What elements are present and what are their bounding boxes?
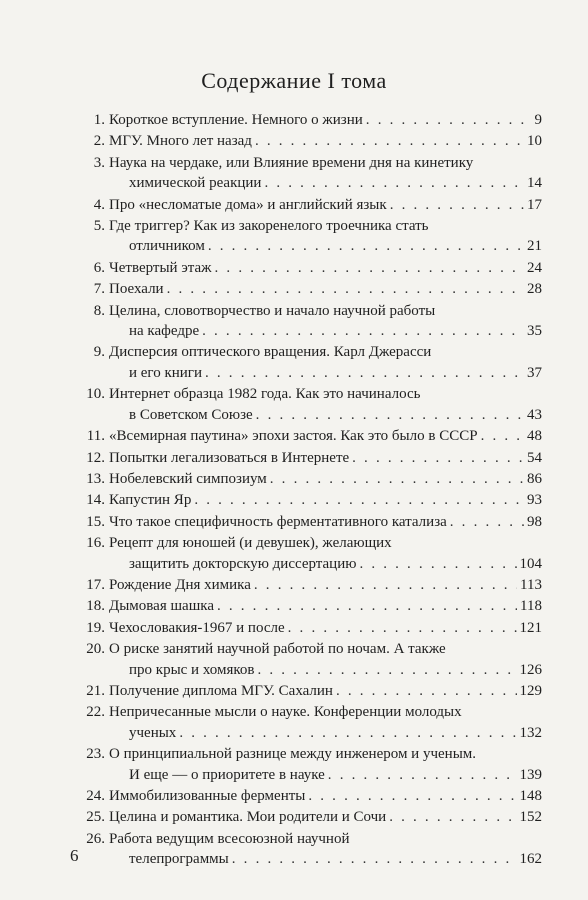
toc-entry (80, 448, 542, 468)
entry-body (105, 596, 542, 616)
entry-last-line (109, 575, 542, 595)
entry-page-number: 129 (519, 682, 542, 699)
entry-title-line: на кафедре (129, 323, 200, 340)
dot-leader (288, 618, 517, 638)
entry-page-number: 113 (520, 576, 542, 593)
entry-last-line (109, 279, 542, 299)
entry-title-line: защитить докторскую диссертацию (129, 555, 357, 572)
entry-title-line: Получение диплома МГУ. Сахалин (109, 682, 333, 699)
entry-title-line: О принципиальной разнице между инженером и ученым. (109, 746, 477, 763)
dot-leader (194, 490, 524, 510)
entry-body (105, 279, 542, 299)
entry-number: 2. (93, 133, 105, 150)
dot-leader (336, 681, 517, 701)
entry-last-line (109, 596, 542, 616)
entry-last-line (109, 131, 542, 151)
entry-number: 4. (93, 196, 105, 213)
toc-entry (80, 681, 542, 701)
entry-page-number: 132 (519, 724, 542, 741)
entry-page-number: 93 (527, 492, 542, 509)
dot-leader (256, 405, 524, 425)
entry-page-number: 152 (519, 809, 542, 826)
dot-leader (390, 195, 524, 215)
entry-title-line: Интернет образца 1982 года. Как это начиналось (109, 386, 421, 403)
entry-number: 10. (86, 386, 105, 403)
entry-last-line (109, 469, 542, 489)
entry-page-number: 139 (519, 766, 542, 783)
entry-last-line (109, 681, 542, 701)
entry-page-number: 37 (527, 364, 542, 381)
entry-page-number: 17 (527, 196, 542, 213)
entry-title-line: Поехали (109, 281, 164, 298)
toc-entry (80, 618, 542, 638)
toc-entry (80, 807, 542, 827)
entry-number: 7. (93, 281, 105, 298)
entry-page-number: 118 (520, 598, 542, 615)
entry-title-line: Рецепт для юношей (и девушек), желающих (109, 535, 392, 552)
entry-title-line: Дисперсия оптического вращения. Карл Джерасси (109, 344, 432, 361)
toc-entry (80, 258, 542, 278)
entry-title-line: Целина и романтика. Мои родители и Сочи (109, 809, 387, 826)
entry-page-number: 48 (527, 428, 542, 445)
toc-entry (80, 279, 542, 299)
entry-title-line: в Советском Союзе (129, 406, 253, 423)
entry-number: 23. (86, 746, 105, 763)
toc-entry (80, 153, 542, 194)
table-of-contents (80, 110, 542, 871)
toc-entry (80, 512, 542, 532)
entry-page-number: 24 (527, 259, 542, 276)
entry-body (105, 216, 542, 257)
entry-body (105, 490, 542, 510)
entry-number: 11. (86, 428, 105, 445)
dot-leader (308, 786, 516, 806)
entry-title-line: Попытки легализоваться в Интернете (109, 449, 350, 466)
toc-entry (80, 744, 542, 785)
toc-entry (80, 575, 542, 595)
entry-title-line: О риске занятий научной работой по ночам. А также (109, 641, 446, 658)
entry-body (105, 258, 542, 278)
entry-body (105, 301, 542, 342)
toc-entry (80, 195, 542, 215)
toc-entry (80, 131, 542, 151)
entry-page-number: 104 (519, 555, 542, 572)
toc-entry (80, 533, 542, 574)
toc-entry (80, 702, 542, 743)
entry-page-number: 162 (519, 851, 542, 868)
dot-leader (217, 596, 517, 616)
entry-last-line (109, 723, 542, 743)
entry-number: 12. (86, 449, 105, 466)
entry-title-line: Нобелевский симпозиум (109, 470, 267, 487)
entry-number: 18. (86, 598, 105, 615)
entry-body (105, 681, 542, 701)
entry-body (105, 744, 542, 785)
toc-entry (80, 426, 542, 446)
entry-title-line: ученых (129, 724, 177, 741)
entry-number: 26. (86, 830, 105, 847)
dot-leader (264, 173, 524, 193)
entry-last-line (109, 512, 542, 532)
toc-entry (80, 384, 542, 425)
entry-body (105, 153, 542, 194)
entry-last-line (109, 765, 542, 785)
entry-number: 15. (86, 513, 105, 530)
entry-last-line (109, 660, 542, 680)
dot-leader (359, 554, 516, 574)
entry-last-line (109, 807, 542, 827)
entry-page-number: 10 (527, 133, 542, 150)
dot-leader (366, 110, 532, 130)
entry-page-number: 21 (527, 238, 542, 255)
dot-leader (389, 807, 516, 827)
entry-last-line (109, 554, 542, 574)
entry-title-line: Четвертый этаж (109, 259, 212, 276)
entry-page-number: 148 (519, 788, 542, 804)
toc-entry (80, 301, 542, 342)
dot-leader (352, 448, 524, 468)
toc-entry (80, 110, 542, 130)
toc-entry (80, 216, 542, 257)
entry-number: 5. (93, 218, 105, 235)
entry-title-line: «Всемирная паутина» эпохи застоя. Как это было в СССР (109, 428, 478, 445)
entry-page-number: 54 (527, 449, 542, 466)
entry-title-line: И еще — о приоритете в науке (129, 766, 325, 783)
dot-leader (257, 660, 516, 680)
dot-leader (254, 575, 517, 595)
dot-leader (255, 131, 524, 151)
entry-page-number: 28 (527, 281, 542, 298)
entry-title-line: Короткое вступление. Немного о жизни (109, 112, 363, 128)
dot-leader (202, 321, 524, 341)
entry-title-line: химической реакции (129, 175, 262, 192)
dot-leader (205, 363, 524, 383)
dot-leader (328, 765, 517, 785)
entry-body (105, 448, 542, 468)
toc-entry (80, 596, 542, 616)
entry-page-number: 9 (534, 112, 542, 128)
entry-number: 8. (93, 302, 105, 319)
page-number: 6 (70, 846, 79, 865)
entry-title-line: про крыс и хомяков (129, 661, 255, 678)
entry-number: 6. (93, 259, 105, 276)
entry-body (105, 639, 542, 680)
entry-number: 9. (93, 344, 105, 361)
page-title: Содержание I тома (201, 68, 387, 93)
entry-page-number: 121 (519, 619, 542, 636)
dot-leader (179, 723, 516, 743)
entry-page-number: 43 (527, 406, 542, 423)
entry-body (105, 829, 542, 870)
entry-last-line (109, 110, 542, 130)
entry-last-line (109, 786, 542, 806)
entry-body (105, 512, 542, 532)
entry-title-line: Наука на чердаке, или Влияние времени дня на кинетику (109, 154, 474, 171)
entry-body (105, 469, 542, 489)
entry-last-line (109, 173, 542, 193)
entry-title-line: Что такое специфичность ферментативного катализа (109, 513, 447, 530)
entry-title-line: отличником (129, 238, 205, 255)
entry-number: 1. (93, 112, 105, 128)
dot-leader (208, 236, 524, 256)
entry-title-line: Про «несломатые дома» и английский язык (109, 196, 387, 213)
entry-page-number: 86 (527, 470, 542, 487)
entry-title-line: и его книги (129, 364, 202, 381)
entry-number: 14. (86, 492, 105, 509)
entry-body (105, 786, 542, 806)
entry-title-line: МГУ. Много лет назад (109, 133, 252, 150)
entry-last-line (109, 363, 542, 383)
entry-title-line: телепрограммы (129, 851, 229, 868)
entry-body (105, 384, 542, 425)
entry-page-number: 98 (527, 513, 542, 530)
entry-body (105, 533, 542, 574)
entry-last-line (109, 490, 542, 510)
dot-leader (481, 426, 524, 446)
entry-page-number: 126 (519, 661, 542, 678)
entry-number: 17. (86, 576, 105, 593)
entry-title-line: Работа ведущим всесоюзной научной (109, 830, 350, 847)
entry-last-line (109, 448, 542, 468)
entry-body (105, 131, 542, 151)
dot-leader (232, 849, 517, 869)
entry-number: 21. (86, 682, 105, 699)
dot-leader (450, 512, 524, 532)
dot-leader (270, 469, 524, 489)
entry-body (105, 807, 542, 827)
entry-title-line: Непричесанные мысли о науке. Конференции молодых (109, 704, 462, 721)
entry-last-line (109, 195, 542, 215)
entry-last-line (109, 258, 542, 278)
entry-body (105, 110, 542, 130)
entry-body (105, 342, 542, 383)
entry-number: 3. (93, 154, 105, 171)
toc-entry (80, 786, 542, 806)
entry-last-line (109, 618, 542, 638)
entry-title-line: Иммобилизованные ферменты (109, 788, 306, 804)
toc-entry (80, 829, 542, 870)
toc-entry (80, 490, 542, 510)
entry-title-line: Дымовая шашка (109, 598, 214, 615)
entry-last-line (109, 849, 542, 869)
entry-number: 16. (86, 535, 105, 552)
entry-number: 24. (86, 788, 105, 804)
entry-number: 13. (86, 470, 105, 487)
entry-last-line (109, 236, 542, 256)
entry-title-line: Капустин Яр (109, 492, 192, 509)
entry-last-line (109, 426, 542, 446)
entry-last-line (109, 321, 542, 341)
entry-body (105, 426, 542, 446)
entry-page-number: 35 (527, 323, 542, 340)
toc-entry (80, 639, 542, 680)
entry-title-line: Рождение Дня химика (109, 576, 251, 593)
dot-leader (215, 258, 524, 278)
toc-entry (80, 469, 542, 489)
entry-body (105, 702, 542, 743)
toc-entry (80, 342, 542, 383)
entry-number: 20. (86, 641, 105, 658)
entry-number: 25. (86, 809, 105, 826)
entry-title-line: Где триггер? Как из закоренелого троечника стать (109, 218, 429, 235)
entry-body (105, 195, 542, 215)
entry-body (105, 618, 542, 638)
entry-number: 19. (86, 619, 105, 636)
entry-number: 22. (86, 704, 105, 721)
entry-body (105, 575, 542, 595)
dot-leader (167, 279, 524, 299)
entry-title-line: Чехословакия-1967 и после (109, 619, 285, 636)
entry-page-number: 14 (527, 175, 542, 192)
entry-last-line (109, 405, 542, 425)
entry-title-line: Целина, словотворчество и начало научной работы (109, 302, 436, 319)
